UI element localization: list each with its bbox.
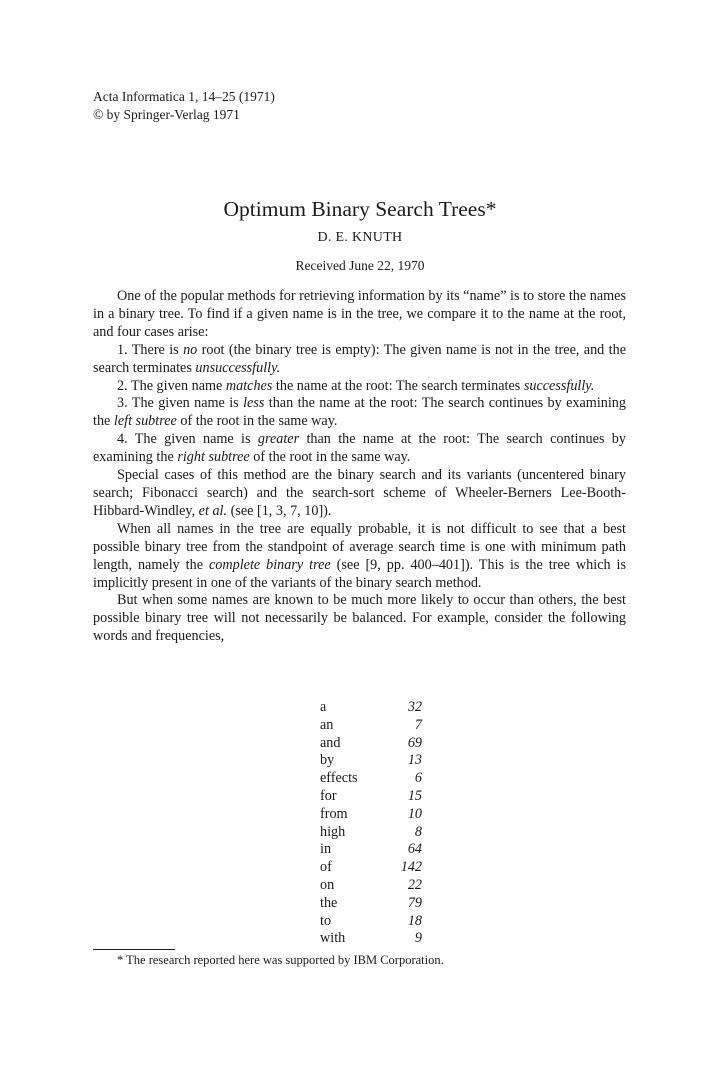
received-date: Received June 22, 1970 [295,258,425,273]
word-cell: an [320,716,334,733]
word-cell: the [320,894,338,911]
table-row [320,859,422,877]
frequency-cell: 32 [407,699,422,715]
paragraph-unequal-probability: But when some names are known to be much more likely to occur than others, the best possible binary tree will not necessarily be balanced. For example, consider the following words and frequencies, [93,592,626,645]
word-cell: on [320,876,335,893]
footnote-divider [93,949,175,950]
table-row [320,699,422,717]
table-row [320,717,422,735]
frequency-cell: 10 [407,805,422,822]
paragraph-equal-probability: When all names in the tree are equally probable, it is not difficult to see that a best possible binary tree from the standpoint of average search time is one with minimum path length, namely the complete binary tree (see [9, pp. 400–401]). This is the tree which is implicitly present in one of the variants of the binary search method. [93,520,627,591]
frequency-cell: 7 [414,716,422,733]
frequency-cell: 9 [414,930,422,947]
word-cell: for [320,787,337,804]
word-cell: to [320,912,332,929]
copyright-notice: © by Springer-Verlag 1971 [93,107,240,122]
table-row [320,752,422,770]
frequency-cell: 15 [407,787,422,804]
frequency-cell: 18 [407,912,422,929]
table-row [320,930,422,948]
frequency-cell: 22 [407,876,422,893]
table-row [320,770,422,788]
table-row [320,806,422,824]
word-cell: of [320,859,332,876]
frequency-cell: 13 [407,752,422,769]
frequency-cell: 8 [414,823,422,840]
footnote: * The research reported here was supported by IBM Corporation. [117,953,444,967]
paper-body [93,288,626,646]
word-cell: with [320,930,346,947]
table-row [320,841,422,859]
journal-header [93,88,275,124]
author-name: D. E. KNUTH [317,230,403,245]
paper-title: Optimum Binary Search Trees* [223,197,497,221]
paragraph-special-cases: Special cases of this method are the binary search and its variants (uncentered binary search; Fibonacci search) and the search-sort scheme of Wheeler-Berners Lee-Booth-Hibbard-Windley, et al. (see [1, 3, 7, 10]). [93,467,626,519]
word-frequency-table [320,699,422,948]
paragraph-case-1: 1. There is no root (the binary tree is empty): The given name is not in the tree, and the search terminates unsuccessfully. [93,341,626,376]
paragraph-case-3: 3. The given name is less than the name at the root: The search continues by examining the left subtree of the root in the same way. [93,395,626,430]
paragraph-case-2: 2. The given name matches the name at the root: The search terminates successfully. [117,377,595,394]
table-row [320,824,422,842]
word-cell: by [320,752,335,769]
paragraph-case-4: 4. The given name is greater than the name at the root: The search continues by examining the right subtree of the root in the same way. [93,431,626,466]
table-row [320,895,422,913]
word-cell: from [320,805,348,822]
word-cell: a [320,699,327,715]
journal-citation: Acta Informatica 1, 14–25 (1971) [93,89,275,104]
table-row [320,913,422,931]
frequency-cell: 79 [407,894,422,911]
frequency-cell: 142 [400,859,422,876]
word-cell: effects [320,770,358,787]
table-row [320,788,422,806]
word-cell: and [320,734,341,751]
frequency-cell: 69 [407,734,422,751]
table-row [320,735,422,753]
paragraph-intro: One of the popular methods for retrieving information by its “name” is to store the names in a binary tree. To find if a given name is in the tree, we compare it to the name at the root, and four cases arise: [93,288,626,340]
word-cell: high [320,823,346,840]
table-row [320,877,422,895]
word-cell: in [320,841,332,858]
frequency-cell: 64 [407,841,422,858]
frequency-cell: 6 [414,770,422,787]
